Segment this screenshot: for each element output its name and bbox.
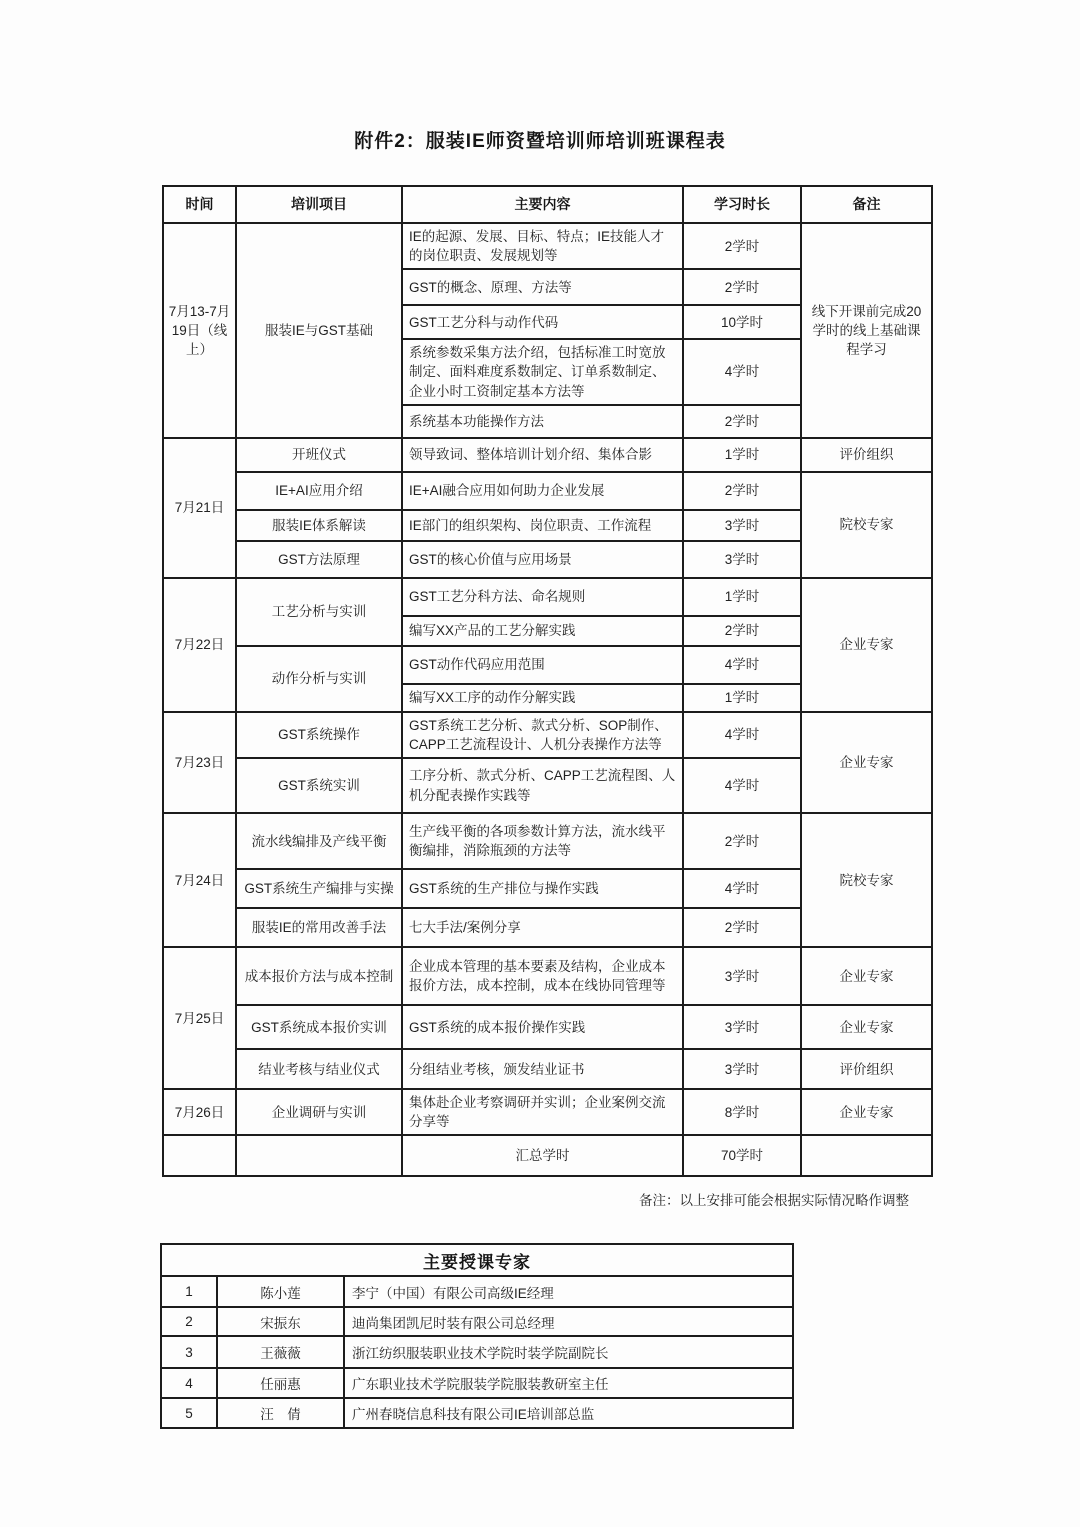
- date-cell: 7月23日: [163, 712, 236, 813]
- expert-title: 广州春晓信息科技有限公司IE培训部总监: [344, 1398, 793, 1428]
- content-cell: GST动作代码应用范围: [402, 646, 683, 684]
- expert-no: 1: [161, 1276, 217, 1307]
- expert-title: 浙江纺织服装职业技术学院时装学院副院长: [344, 1336, 793, 1368]
- page-title: 附件2：服装IE师资暨培训师培训班课程表: [354, 131, 726, 152]
- expert-row: [161, 1336, 793, 1368]
- content-cell: IE+AI融合应用如何助力企业发展: [402, 472, 683, 510]
- expert-title: 迪尚集团凯尼时装有限公司总经理: [344, 1307, 793, 1336]
- remark-cell: 评价组织: [801, 438, 932, 472]
- duration-cell: 4学时: [683, 758, 801, 813]
- duration-cell: 3学时: [683, 510, 801, 541]
- expert-no: 2: [161, 1307, 217, 1336]
- content-cell: 编写XX工序的动作分解实践: [402, 684, 683, 712]
- content-cell: GST的核心价值与应用场景: [402, 541, 683, 578]
- duration-cell: 2学时: [683, 616, 801, 646]
- expert-name: 汪 倩: [217, 1398, 344, 1428]
- experts-table: [160, 1243, 794, 1429]
- course-schedule-table: [162, 185, 933, 1177]
- remark-cell: 企业专家: [801, 1089, 932, 1135]
- expert-name: 王薇薇: [217, 1336, 344, 1368]
- duration-cell: 3学时: [683, 1049, 801, 1089]
- project-cell: GST系统实训: [236, 758, 402, 813]
- project-cell: 服装IE的常用改善手法: [236, 908, 402, 947]
- date-cell: 7月26日: [163, 1089, 236, 1135]
- project-cell: 服装IE与GST基础: [236, 223, 402, 438]
- date-cell: 7月25日: [163, 947, 236, 1089]
- remark-cell: 院校专家: [801, 472, 932, 578]
- column-header-time: 时间: [163, 186, 236, 223]
- column-header-duration: 学习时长: [683, 186, 801, 223]
- content-cell: 分组结业考核，颁发结业证书: [402, 1049, 683, 1089]
- content-cell: 工序分析、款式分析、CAPP工艺流程图、人机分配表操作实践等: [402, 758, 683, 813]
- duration-cell: 1学时: [683, 684, 801, 712]
- project-cell: GST系统生产编排与实操: [236, 869, 402, 908]
- project-cell: 服装IE体系解读: [236, 510, 402, 541]
- duration-cell: 2学时: [683, 223, 801, 269]
- project-cell: GST方法原理: [236, 541, 402, 578]
- table-header-row: [163, 186, 932, 223]
- content-cell: IE部门的组织架构、岗位职责、工作流程: [402, 510, 683, 541]
- content-cell: GST系统的成本报价操作实践: [402, 1005, 683, 1049]
- project-cell: 企业调研与实训: [236, 1089, 402, 1135]
- duration-cell: 4学时: [683, 646, 801, 684]
- project-cell: GST系统操作: [236, 712, 402, 758]
- expert-name: 任丽惠: [217, 1368, 344, 1398]
- table-row: [163, 223, 932, 269]
- duration-cell: 2学时: [683, 908, 801, 947]
- empty-cell: [163, 1135, 236, 1176]
- summary-total-cell: 70学时: [683, 1135, 801, 1176]
- expert-row: [161, 1307, 793, 1336]
- project-cell: 动作分析与实训: [236, 646, 402, 712]
- table-row: [163, 1005, 932, 1049]
- remark-cell: 企业专家: [801, 578, 932, 712]
- content-cell: IE的起源、发展、目标、特点；IE技能人才的岗位职责、发展规划等: [402, 223, 683, 269]
- expert-name: 宋振东: [217, 1307, 344, 1336]
- expert-title: 李宁（中国）有限公司高级IE经理: [344, 1276, 793, 1307]
- duration-cell: 3学时: [683, 947, 801, 1005]
- date-cell: 7月22日: [163, 578, 236, 712]
- content-cell: 企业成本管理的基本要素及结构，企业成本报价方法，成本控制，成本在线协同管理等: [402, 947, 683, 1005]
- date-cell: 7月13-7月19日（线上）: [163, 223, 236, 438]
- content-cell: 七大手法/案例分享: [402, 908, 683, 947]
- project-cell: 流水线编排及产线平衡: [236, 813, 402, 869]
- content-cell: GST工艺分科与动作代码: [402, 305, 683, 339]
- table-row: [163, 712, 932, 758]
- content-cell: GST的概念、原理、方法等: [402, 269, 683, 305]
- project-cell: 结业考核与结业仪式: [236, 1049, 402, 1089]
- summary-label-cell: 汇总学时: [402, 1135, 683, 1176]
- project-cell: IE+AI应用介绍: [236, 472, 402, 510]
- remark-cell: 企业专家: [801, 947, 932, 1005]
- table-row: [163, 438, 932, 472]
- summary-row: [163, 1135, 932, 1176]
- empty-cell: [236, 1135, 402, 1176]
- experts-table-header-row: [161, 1244, 793, 1276]
- expert-name: 陈小莲: [217, 1276, 344, 1307]
- project-cell: 成本报价方法与成本控制: [236, 947, 402, 1005]
- empty-cell: [801, 1135, 932, 1176]
- table-row: [163, 1089, 932, 1135]
- table-row: [163, 947, 932, 1005]
- expert-no: 3: [161, 1336, 217, 1368]
- expert-no: 5: [161, 1398, 217, 1428]
- expert-row: [161, 1276, 793, 1307]
- duration-cell: 10学时: [683, 305, 801, 339]
- content-cell: GST系统工艺分析、款式分析、SOP制作、CAPP工艺流程设计、人机分表操作方法等: [402, 712, 683, 758]
- duration-cell: 3学时: [683, 1005, 801, 1049]
- content-cell: 领导致词、整体培训计划介绍、集体合影: [402, 438, 683, 472]
- table-row: [163, 813, 932, 869]
- duration-cell: 8学时: [683, 1089, 801, 1135]
- date-cell: 7月24日: [163, 813, 236, 947]
- project-cell: GST系统成本报价实训: [236, 1005, 402, 1049]
- duration-cell: 4学时: [683, 712, 801, 758]
- duration-cell: 2学时: [683, 813, 801, 869]
- remark-cell: 评价组织: [801, 1049, 932, 1089]
- content-cell: GST工艺分科方法、命名规则: [402, 578, 683, 616]
- table-row: [163, 1049, 932, 1089]
- duration-cell: 3学时: [683, 541, 801, 578]
- column-header-project: 培训项目: [236, 186, 402, 223]
- duration-cell: 2学时: [683, 269, 801, 305]
- duration-cell: 1学时: [683, 438, 801, 472]
- expert-title: 广东职业技术学院服装学院服装教研室主任: [344, 1368, 793, 1398]
- expert-row: [161, 1368, 793, 1398]
- project-cell: 工艺分析与实训: [236, 578, 402, 646]
- column-header-remark: 备注: [801, 186, 932, 223]
- experts-table-title: 主要授课专家: [161, 1244, 793, 1276]
- expert-row: [161, 1398, 793, 1428]
- content-cell: 系统参数采集方法介绍，包括标准工时宽放制定、面料难度系数制定、订单系数制定、企业小时工资制定基本方法等: [402, 339, 683, 404]
- remark-cell: 线下开课前完成20学时的线上基础课程学习: [801, 223, 932, 438]
- content-cell: 集体赴企业考察调研并实训；企业案例交流分享等: [402, 1089, 683, 1135]
- remark-cell: 企业专家: [801, 1005, 932, 1049]
- duration-cell: 2学时: [683, 405, 801, 438]
- duration-cell: 2学时: [683, 472, 801, 510]
- content-cell: 编写XX产品的工艺分解实践: [402, 616, 683, 646]
- remark-cell: 企业专家: [801, 712, 932, 813]
- project-cell: 开班仪式: [236, 438, 402, 472]
- duration-cell: 4学时: [683, 339, 801, 404]
- table-row: [163, 578, 932, 616]
- remark-cell: 院校专家: [801, 813, 932, 947]
- duration-cell: 4学时: [683, 869, 801, 908]
- date-cell: 7月21日: [163, 438, 236, 578]
- schedule-footnote: 备注：以上安排可能会根据实际情况略作调整: [639, 1193, 909, 1208]
- content-cell: 生产线平衡的各项参数计算方法，流水线平衡编排，消除瓶颈的方法等: [402, 813, 683, 869]
- duration-cell: 1学时: [683, 578, 801, 616]
- table-row: [163, 472, 932, 510]
- content-cell: GST系统的生产排位与操作实践: [402, 869, 683, 908]
- expert-no: 4: [161, 1368, 217, 1398]
- column-header-content: 主要内容: [402, 186, 683, 223]
- content-cell: 系统基本功能操作方法: [402, 405, 683, 438]
